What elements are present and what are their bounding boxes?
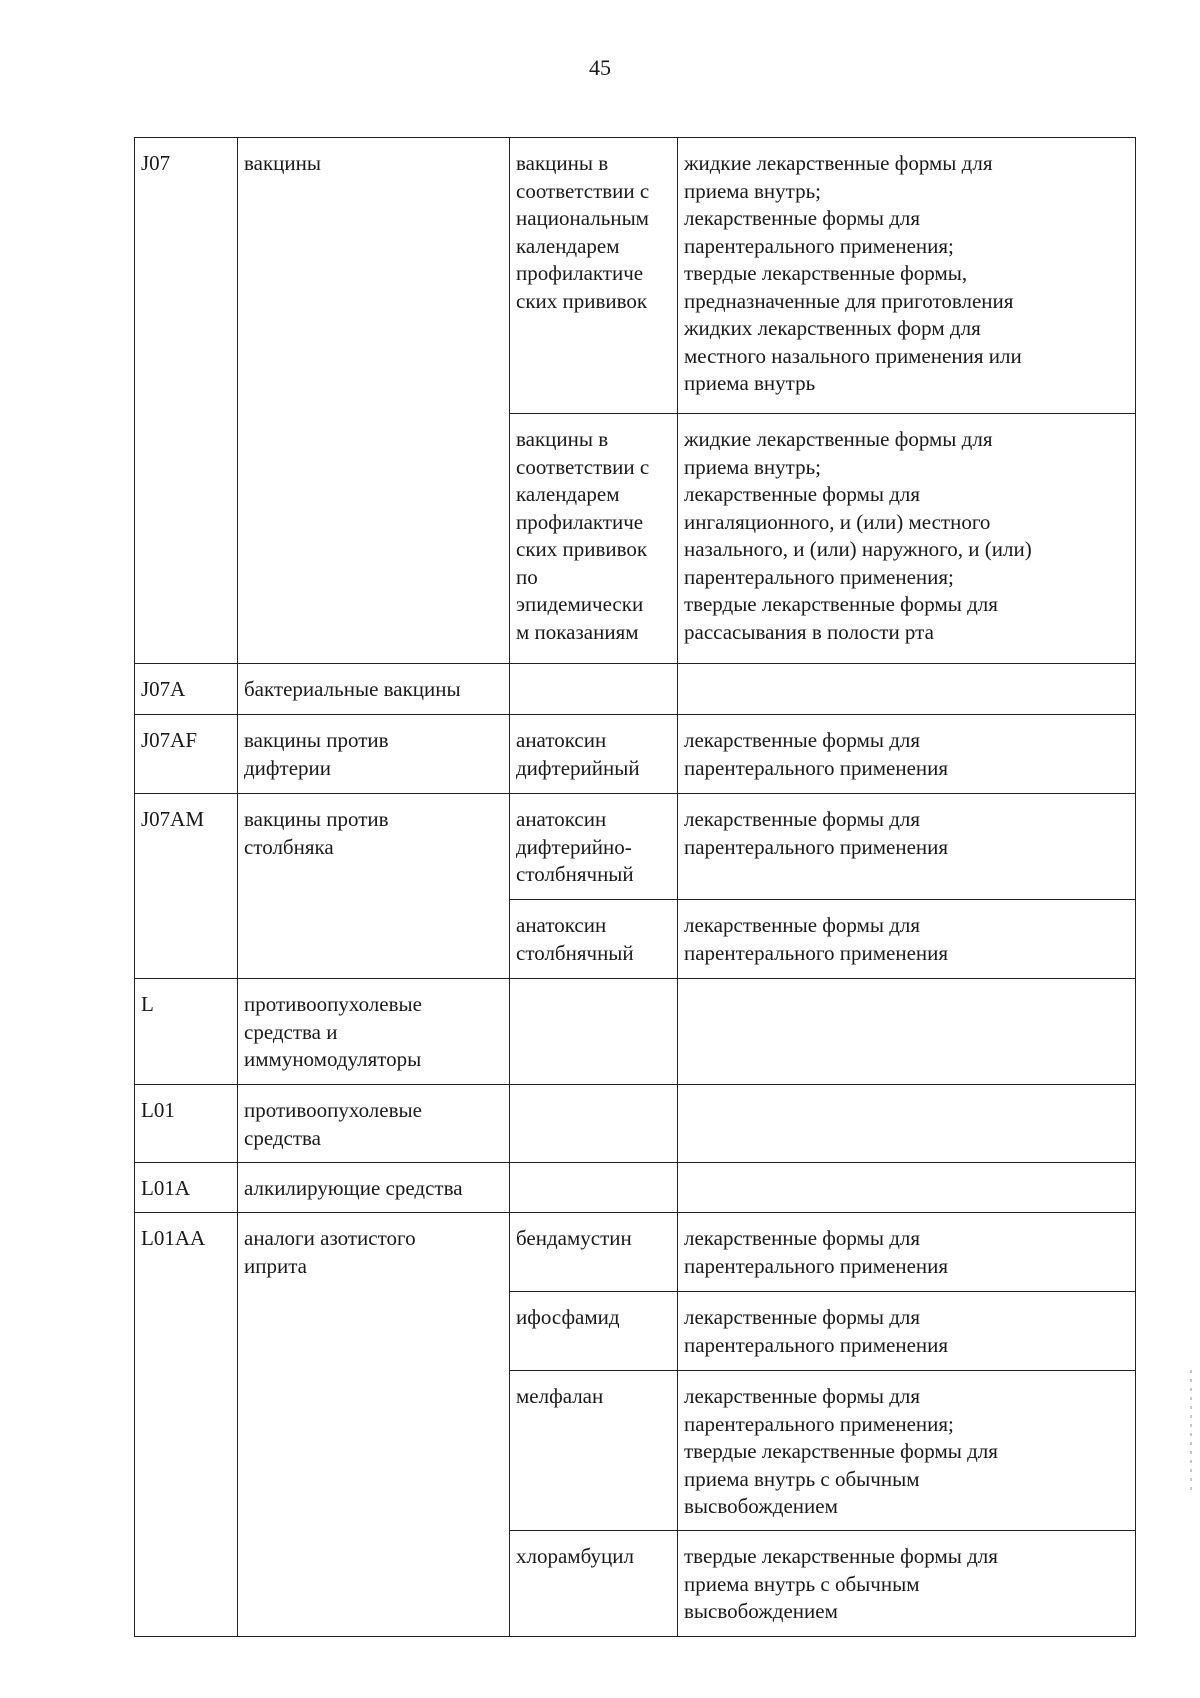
atc-code-cell: J07 — [135, 138, 238, 664]
dosage-form-cell — [678, 1163, 1136, 1213]
dosage-form-cell: лекарственные формы для парентерального применения; твердые лекарственные формы для приема внутрь с обычным высвобождением — [678, 1371, 1136, 1531]
anatomical-group-cell: противоопухолевые средства и иммуномодуляторы — [238, 979, 510, 1085]
dosage-form-cell: лекарственные формы для парентерального применения — [678, 715, 1136, 794]
drug-name-cell: хлорамбуцил — [510, 1531, 678, 1637]
dosage-form-cell: жидкие лекарственные формы для приема внутрь; лекарственные формы для парентерального применения; твердые лекарственные формы, предназначенные для приготовления жидких лекарственных форм для местного назального применения или приема внутрь — [678, 138, 1136, 414]
dosage-form-cell — [678, 979, 1136, 1085]
atc-code-cell: L01 — [135, 1085, 238, 1163]
table-row — [135, 715, 1136, 794]
table-row — [135, 979, 1136, 1085]
anatomical-group-cell: аналоги азотистого иприта — [238, 1213, 510, 1637]
table-row — [135, 1163, 1136, 1213]
table-row — [135, 138, 1136, 414]
anatomical-group-cell: вакцины против дифтерии — [238, 715, 510, 794]
dosage-form-cell: лекарственные формы для парентерального применения — [678, 1292, 1136, 1371]
dosage-form-cell: лекарственные формы для парентерального применения — [678, 900, 1136, 979]
drug-name-cell: мелфалан — [510, 1371, 678, 1531]
drug-name-cell: анатоксин дифтерийно- столбнячный — [510, 794, 678, 900]
anatomical-group-cell: вакцины против столбняка — [238, 794, 510, 979]
table-body — [135, 138, 1136, 1637]
drug-name-cell — [510, 1163, 678, 1213]
table-row — [135, 794, 1136, 900]
drug-name-cell — [510, 664, 678, 715]
drug-name-cell: ифосфамид — [510, 1292, 678, 1371]
page-number: 45 — [589, 55, 611, 80]
anatomical-group-cell: противоопухолевые средства — [238, 1085, 510, 1163]
dosage-form-cell — [678, 1085, 1136, 1163]
table-row — [135, 664, 1136, 715]
drug-name-cell: бендамустин — [510, 1213, 678, 1292]
dosage-form-cell: лекарственные формы для парентерального применения — [678, 1213, 1136, 1292]
atc-code-cell: J07AF — [135, 715, 238, 794]
drug-name-cell: анатоксин дифтерийный — [510, 715, 678, 794]
anatomical-group-cell: бактериальные вакцины — [238, 664, 510, 715]
dosage-form-cell — [678, 664, 1136, 715]
atc-code-cell: L01AA — [135, 1213, 238, 1637]
dosage-form-cell: твердые лекарственные формы для приема внутрь с обычным высвобождением — [678, 1531, 1136, 1637]
atc-code-cell: L — [135, 979, 238, 1085]
drug-name-cell: вакцины в соответствии с календарем профилактиче ских прививок по эпидемически м показаниям — [510, 414, 678, 664]
drug-name-cell — [510, 979, 678, 1085]
atc-code-cell: J07AM — [135, 794, 238, 979]
atc-drug-table — [134, 137, 1136, 1637]
dosage-form-cell: лекарственные формы для парентерального применения — [678, 794, 1136, 900]
dosage-form-cell: жидкие лекарственные формы для приема внутрь; лекарственные формы для ингаляционного, и (или) местного назального, и (или) наружного, и (или) парентерального применения; твердые лекарственные формы для рассасывания в полости рта — [678, 414, 1136, 664]
table-row — [135, 1213, 1136, 1292]
atc-code-cell: J07A — [135, 664, 238, 715]
atc-code-cell: L01A — [135, 1163, 238, 1213]
drug-name-cell — [510, 1085, 678, 1163]
drug-name-cell: анатоксин столбнячный — [510, 900, 678, 979]
drug-name-cell: вакцины в соответствии с национальным календарем профилактиче ских прививок — [510, 138, 678, 414]
table-row — [135, 1085, 1136, 1163]
anatomical-group-cell: вакцины — [238, 138, 510, 664]
anatomical-group-cell: алкилирующие средства — [238, 1163, 510, 1213]
scan-artifact — [1190, 1370, 1192, 1490]
